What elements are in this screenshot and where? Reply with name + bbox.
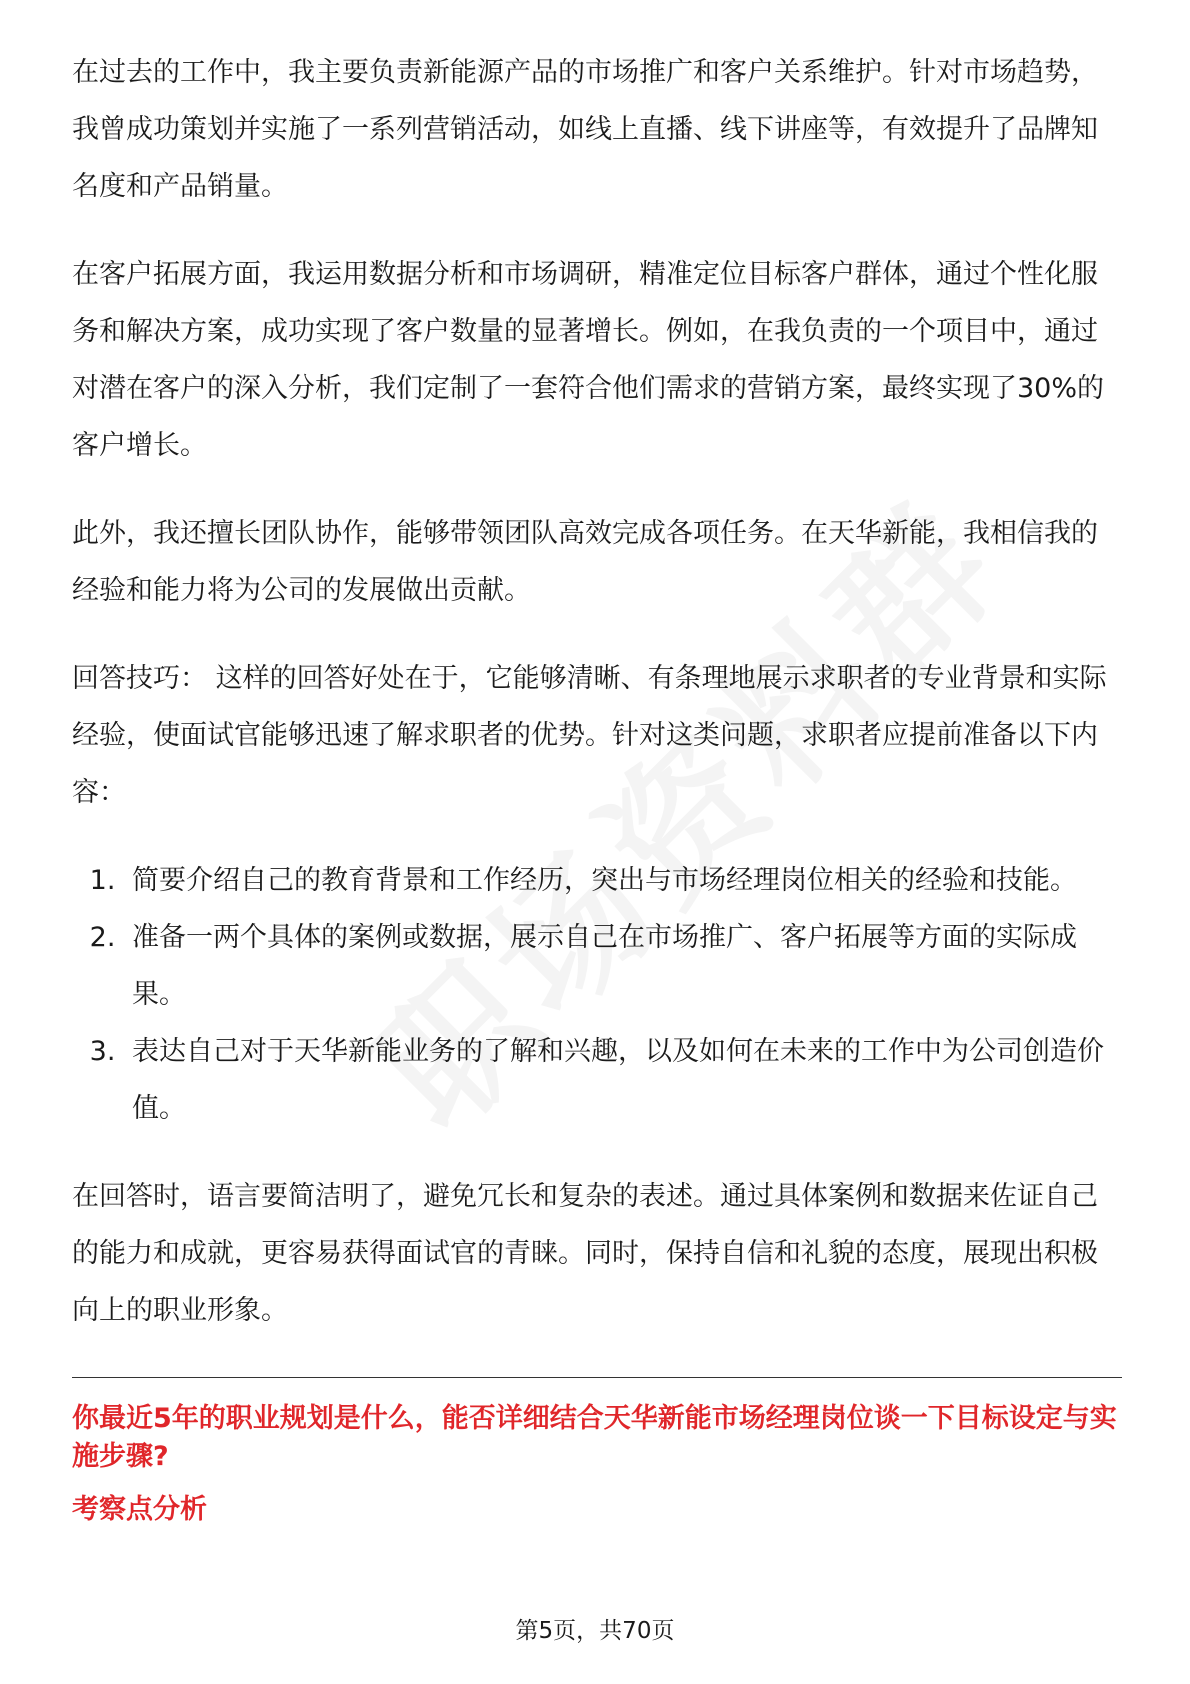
section-divider: [72, 1377, 1122, 1378]
list-item: 3. 表达自己对于天华新能业务的了解和兴趣，以及如何在未来的工作中为公司创造价值。: [124, 1023, 1122, 1137]
answer-tips-paragraph: 回答技巧： 这样的回答好处在于，它能够清晰、有条理地展示求职者的专业背景和实际经验，使面试官能够迅速了解求职者的优势。针对这类问题，求职者应提前准备以下内容：: [72, 663, 1107, 808]
list-item: 1. 简要介绍自己的教育背景和工作经历，突出与市场经理岗位相关的经验和技能。: [124, 852, 1122, 909]
document-body: [72, 44, 1122, 1530]
paragraph: 在过去的工作中，我主要负责新能源产品的市场推广和客户关系维护。针对市场趋势，我曾成功策划并实施了一系列营销活动，如线上直播、线下讲座等，有效提升了品牌知名度和产品销量。: [72, 57, 1098, 202]
section-heading: 考察点分析: [72, 1494, 207, 1525]
tips-list: [72, 852, 1122, 1137]
paragraph: 此外，我还擅长团队协作，能够带领团队高效完成各项任务。在天华新能，我相信我的经验和能力将为公司的发展做出贡献。: [72, 518, 1098, 606]
interview-question: 你最近5年的职业规划是什么，能否详细结合天华新能市场经理岗位谈一下目标设定与实施步骤?: [72, 1403, 1117, 1472]
closing-paragraph: 在回答时，语言要简洁明了，避免冗长和复杂的表述。通过具体案例和数据来佐证自己的能力和成就，更容易获得面试官的青睐。同时，保持自信和礼貌的态度，展现出积极向上的职业形象。: [72, 1181, 1098, 1326]
paragraph: 在客户拓展方面，我运用数据分析和市场调研，精准定位目标客户群体，通过个性化服务和解决方案，成功实现了客户数量的显著增长。例如，在我负责的一个项目中，通过对潜在客户的深入分析，我们定制了一套符合他们需求的营销方案，最终实现了30%的客户增长。: [72, 259, 1105, 461]
list-item: 2. 准备一两个具体的案例或数据，展示自己在市场推广、客户拓展等方面的实际成果。: [124, 909, 1122, 1023]
page-number: 第5页，共70页: [515, 1618, 675, 1644]
